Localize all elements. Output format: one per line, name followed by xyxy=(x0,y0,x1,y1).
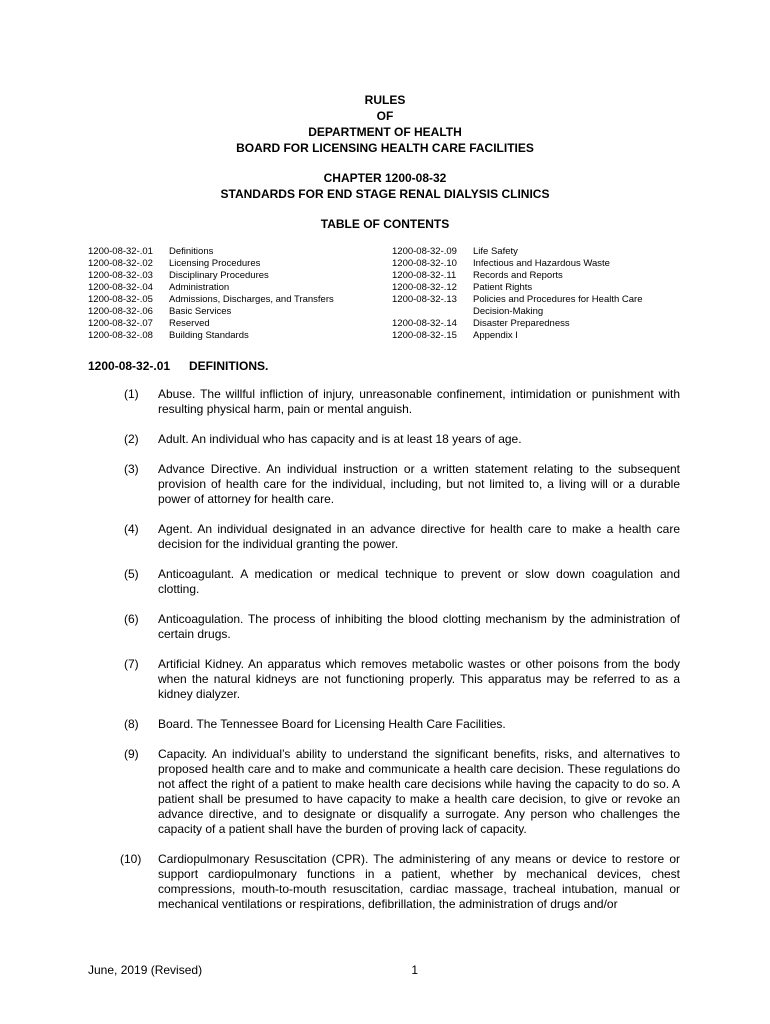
definition-text: Anticoagulant. A medication or medical technique to prevent or slow down coagulation and clotting. xyxy=(158,567,680,596)
definition-number: (8) xyxy=(124,717,139,731)
section-heading xyxy=(88,358,268,374)
toc-entry xyxy=(88,306,388,318)
definition-number: (5) xyxy=(124,567,139,581)
definition-number: (7) xyxy=(124,657,139,671)
toc-entry-number: 1200-08-32-.06 xyxy=(88,306,153,317)
toc-entry-number: 1200-08-32-.15 xyxy=(392,330,457,341)
definition-item xyxy=(0,852,770,912)
toc-entry-title: Appendix I xyxy=(473,330,518,341)
toc-entry xyxy=(392,318,692,330)
toc-entry xyxy=(88,270,388,282)
header-department: DEPARTMENT OF HEALTH xyxy=(308,125,462,139)
footer-date: June, 2019 (Revised) xyxy=(88,963,203,977)
toc-entry-number: 1200-08-32-.02 xyxy=(88,258,153,269)
definition-number: (3) xyxy=(124,462,139,476)
toc-entry xyxy=(88,318,388,330)
definition-number: (9) xyxy=(124,747,139,761)
toc-entry-number: 1200-08-32-.01 xyxy=(88,246,153,257)
toc-entry-number: 1200-08-32-.08 xyxy=(88,330,153,341)
definition-number: (4) xyxy=(124,522,139,536)
definition-text: Abuse. The willful infliction of injury, unreasonable confinement, intimidation or punishment with resulting physical harm, pain or mental anguish. xyxy=(158,387,680,416)
toc-entry-title: Building Standards xyxy=(169,330,249,341)
toc-entry xyxy=(88,294,388,306)
definitions-list xyxy=(0,387,770,927)
toc-entry-title: Reserved xyxy=(169,318,210,329)
header-subtitle: STANDARDS FOR END STAGE RENAL DIALYSIS CLINICS xyxy=(220,187,550,201)
toc-entry-number: 1200-08-32-.12 xyxy=(392,282,457,293)
toc-entry xyxy=(392,282,692,294)
definition-item xyxy=(0,717,770,732)
header-board: BOARD FOR LICENSING HEALTH CARE FACILITIES xyxy=(236,141,534,155)
toc-entry-title: Life Safety xyxy=(473,246,518,257)
toc-entry-number xyxy=(392,306,473,318)
page-footer xyxy=(88,962,418,978)
definition-text: Board. The Tennessee Board for Licensing Health Care Facilities. xyxy=(158,717,506,731)
toc-right-column xyxy=(392,246,692,342)
toc-entry-title: Basic Services xyxy=(169,306,232,317)
definition-text: Anticoagulation. The process of inhibiting the blood clotting mechanism by the administration of certain drugs. xyxy=(158,612,680,641)
toc-entry-title: Disciplinary Procedures xyxy=(169,270,269,281)
definition-text: Capacity. An individual’s ability to understand the significant benefits, risks, and alternatives to proposed health care and to make and communicate a health care decision. These regulations do not affect the right of a patient to make health care decisions while having the capacity to do so. A patient shall be presumed to have capacity to make a health care decision, to give or revoke an advance directive, and to designate or disqualify a surrogate. Any person who challenges the capacity of a patient shall have the burden of proving lack of capacity. xyxy=(158,747,680,836)
definition-item xyxy=(0,567,770,597)
toc-entry xyxy=(88,258,388,270)
header-rules: RULES xyxy=(364,93,406,107)
toc-entry-title: Administration xyxy=(169,282,230,293)
toc-entry-title: Patient Rights xyxy=(473,282,533,293)
toc-entry-title: Disaster Preparedness xyxy=(473,318,570,329)
header-chapter: CHAPTER 1200-08-32 xyxy=(323,171,447,185)
definition-text: Artificial Kidney. An apparatus which removes metabolic wastes or other poisons from the body when the natural kidneys are not functioning properly. This apparatus may be referred to as a kidney dialyzer. xyxy=(158,657,680,701)
toc-entry-number: 1200-08-32-.04 xyxy=(88,282,153,293)
toc-entry-title: Infectious and Hazardous Waste xyxy=(473,258,610,269)
toc-entry xyxy=(88,330,388,342)
toc-entry-number: 1200-08-32-.07 xyxy=(88,318,153,329)
definition-item xyxy=(0,612,770,642)
toc-entry-number: 1200-08-32-.14 xyxy=(392,318,457,329)
toc-title: TABLE OF CONTENTS xyxy=(320,217,450,231)
document-header xyxy=(0,92,770,202)
toc-entry xyxy=(392,270,692,282)
toc-entry-number: 1200-08-32-.10 xyxy=(392,258,457,269)
definition-text: Cardiopulmonary Resuscitation (CPR). The administering of any means or device to restore or support cardiopulmonary functions in a patient, whether by mechanical devices, chest compressions, mouth-to-mouth resuscitation, cardiac massage, tracheal intubation, manual or mechanical ventilations or respirations, defibrillation, the administration of drugs and/or xyxy=(158,852,680,911)
definition-number: (10) xyxy=(120,852,142,866)
definition-item xyxy=(0,462,770,507)
toc-entry xyxy=(88,246,388,258)
section-number: 1200-08-32-.01 xyxy=(88,359,171,373)
toc-entry-number: 1200-08-32-.11 xyxy=(392,270,457,281)
definition-number: (1) xyxy=(124,387,139,401)
definition-item xyxy=(0,522,770,552)
toc-entry xyxy=(88,282,388,294)
toc-left-column xyxy=(88,246,388,342)
definition-text: Adult. An individual who has capacity and is at least 18 years of age. xyxy=(158,432,522,446)
header-of: OF xyxy=(376,109,394,123)
toc-entry xyxy=(392,246,692,258)
definition-item xyxy=(0,747,770,837)
toc-entry-number: 1200-08-32-.09 xyxy=(392,246,457,257)
toc-entry-title: Policies and Procedures for Health Care xyxy=(473,294,643,305)
definition-number: (2) xyxy=(124,432,139,446)
definition-item xyxy=(0,657,770,702)
toc-entry-number: 1200-08-32-.05 xyxy=(88,294,153,305)
toc-entry xyxy=(392,330,692,342)
toc-entry-title: Licensing Procedures xyxy=(169,258,261,269)
toc-entry-title: Definitions xyxy=(169,246,214,257)
toc-entry-number: 1200-08-32-.03 xyxy=(88,270,153,281)
toc-entry xyxy=(392,294,692,306)
definition-text: Agent. An individual designated in an advance directive for health care to make a health care decision for the individual granting the power. xyxy=(158,522,680,551)
toc-entry-title: Records and Reports xyxy=(473,270,563,281)
toc-entry-title: Decision-Making xyxy=(473,306,544,317)
definition-text: Advance Directive. An individual instruction or a written statement relating to the subsequent provision of health care for the individual, including, but not limited to, a living will or a durable power of attorney for health care. xyxy=(158,462,680,506)
toc-entry-title: Admissions, Discharges, and Transfers xyxy=(169,294,334,305)
toc-entry xyxy=(392,258,692,270)
definition-item xyxy=(0,432,770,447)
toc-entry-number: 1200-08-32-.13 xyxy=(392,294,457,305)
definition-number: (6) xyxy=(124,612,139,626)
definition-item xyxy=(0,387,770,417)
section-title: DEFINITIONS. xyxy=(189,359,269,373)
page-number: 1 xyxy=(411,963,418,977)
toc-entry-continuation xyxy=(392,306,692,318)
